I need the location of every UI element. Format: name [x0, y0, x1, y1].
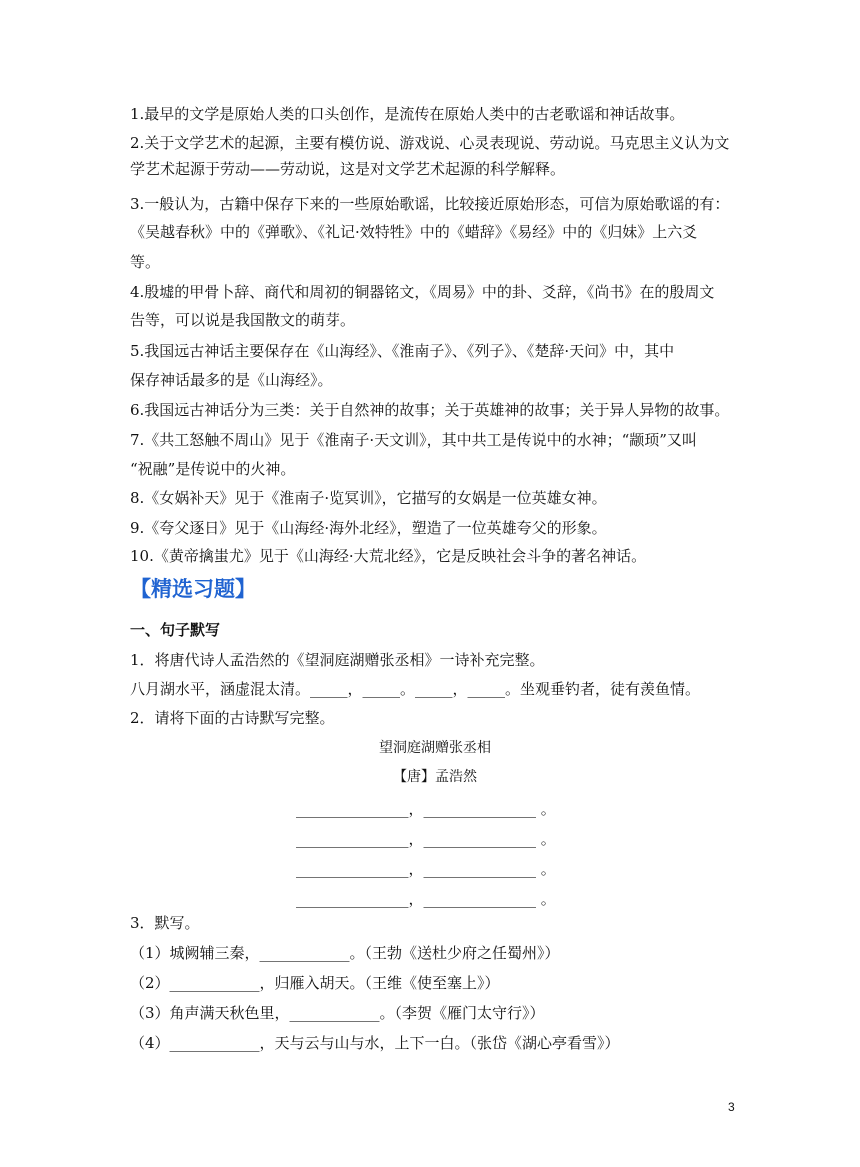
note-10: 10.《黄帝擒蚩尤》见于《山海经·大荒北经》，它是反映社会斗争的著名神话。	[130, 547, 647, 565]
question-3-prompt: 3．默写。	[130, 914, 200, 932]
question-3-item-1: （1）城阙辅三秦，____________。（王勃《送杜少府之任蜀州》）	[130, 944, 560, 962]
note-3: 3.一般认为，古籍中保存下来的一些原始歌谣，比较接近原始形态，可信为原始歌谣的有：	[130, 195, 730, 213]
section-heading: 【精选习题】	[130, 577, 256, 601]
page-number: 3	[728, 1100, 735, 1114]
note-9: 9.《夸父逐日》见于《山海经·海外北经》，塑造了一位英雄夸父的形象。	[130, 519, 607, 537]
note-5: 5.我国远古神话主要保存在《山海经》、《淮南子》、《列子》、《楚辞·天问》中，其中	[130, 342, 675, 360]
poem-author: 【唐】孟浩然	[393, 769, 477, 785]
note-2-cont: 学艺术起源于劳动——劳动说，这是对文学艺术起源的科学解释。	[130, 160, 566, 178]
note-4-cont: 告等，可以说是我国散文的萌芽。	[130, 311, 356, 329]
question-1-prompt: 1．将唐代诗人孟浩然的《望洞庭湖赠张丞相》一诗补充完整。	[130, 651, 545, 669]
question-3-item-3: （3）角声满天秋色里，____________。（李贺《雁门太守行》）	[130, 1004, 545, 1022]
note-8: 8.《女娲补天》见于《淮南子·览冥训》，它描写的女娲是一位英雄女神。	[130, 489, 607, 507]
note-3-cont: 《吴越春秋》中的《弹歌》、《礼记·效特牲》中的《蜡辞》《易经》中的《归妹》上六爻	[130, 223, 698, 241]
poem-title: 望洞庭湖赠张丞相	[379, 740, 491, 756]
note-6: 6.我国远古神话分为三类：关于自然神的故事；关于英雄神的故事；关于异人异物的故事。	[130, 401, 730, 419]
note-3-end: 等。	[130, 253, 161, 271]
poem-blank-line: _______________，_______________ 。	[296, 860, 556, 878]
note-4: 4.殷墟的甲骨卜辞、商代和周初的铜器铭文，《周易》中的卦、爻辞，《尚书》在的殷周文	[130, 283, 715, 301]
note-5-cont: 保存神话最多的是《山海经》。	[130, 371, 333, 389]
poem-blank-line: _______________，_______________ 。	[296, 800, 556, 818]
note-7-cont: “祝融”是传说中的火神。	[130, 460, 296, 478]
part-heading: 一、句子默写	[130, 621, 221, 639]
note-2: 2.关于文学艺术的起源，主要有模仿说、游戏说、心灵表现说、劳动说。马克思主义认为文	[130, 134, 730, 152]
question-3-item-2: （2）____________，归雁入胡天。（王维《使至塞上》）	[130, 974, 500, 992]
note-1: 1.最早的文学是原始人类的口头创作，是流传在原始人类中的古老歌谣和神话故事。	[130, 105, 685, 123]
question-3-item-4: （4）____________，天与云与山与水，上下一白。（张岱《湖心亭看雪》）	[130, 1034, 620, 1052]
question-1-line: 八月湖水平，涵虚混太清。_____，_____。_____，_____。坐观垂钓者，徒有羡鱼情。	[130, 680, 701, 698]
poem-blank-line: _______________，_______________ 。	[296, 890, 556, 908]
question-2-prompt: 2．请将下面的古诗默写完整。	[130, 709, 335, 727]
poem-blank-line: _______________，_______________ 。	[296, 830, 556, 848]
note-7: 7.《共工怒触不周山》见于《淮南子·天文训》，其中共工是传说中的水神；“颛顼”又叫	[130, 431, 697, 449]
